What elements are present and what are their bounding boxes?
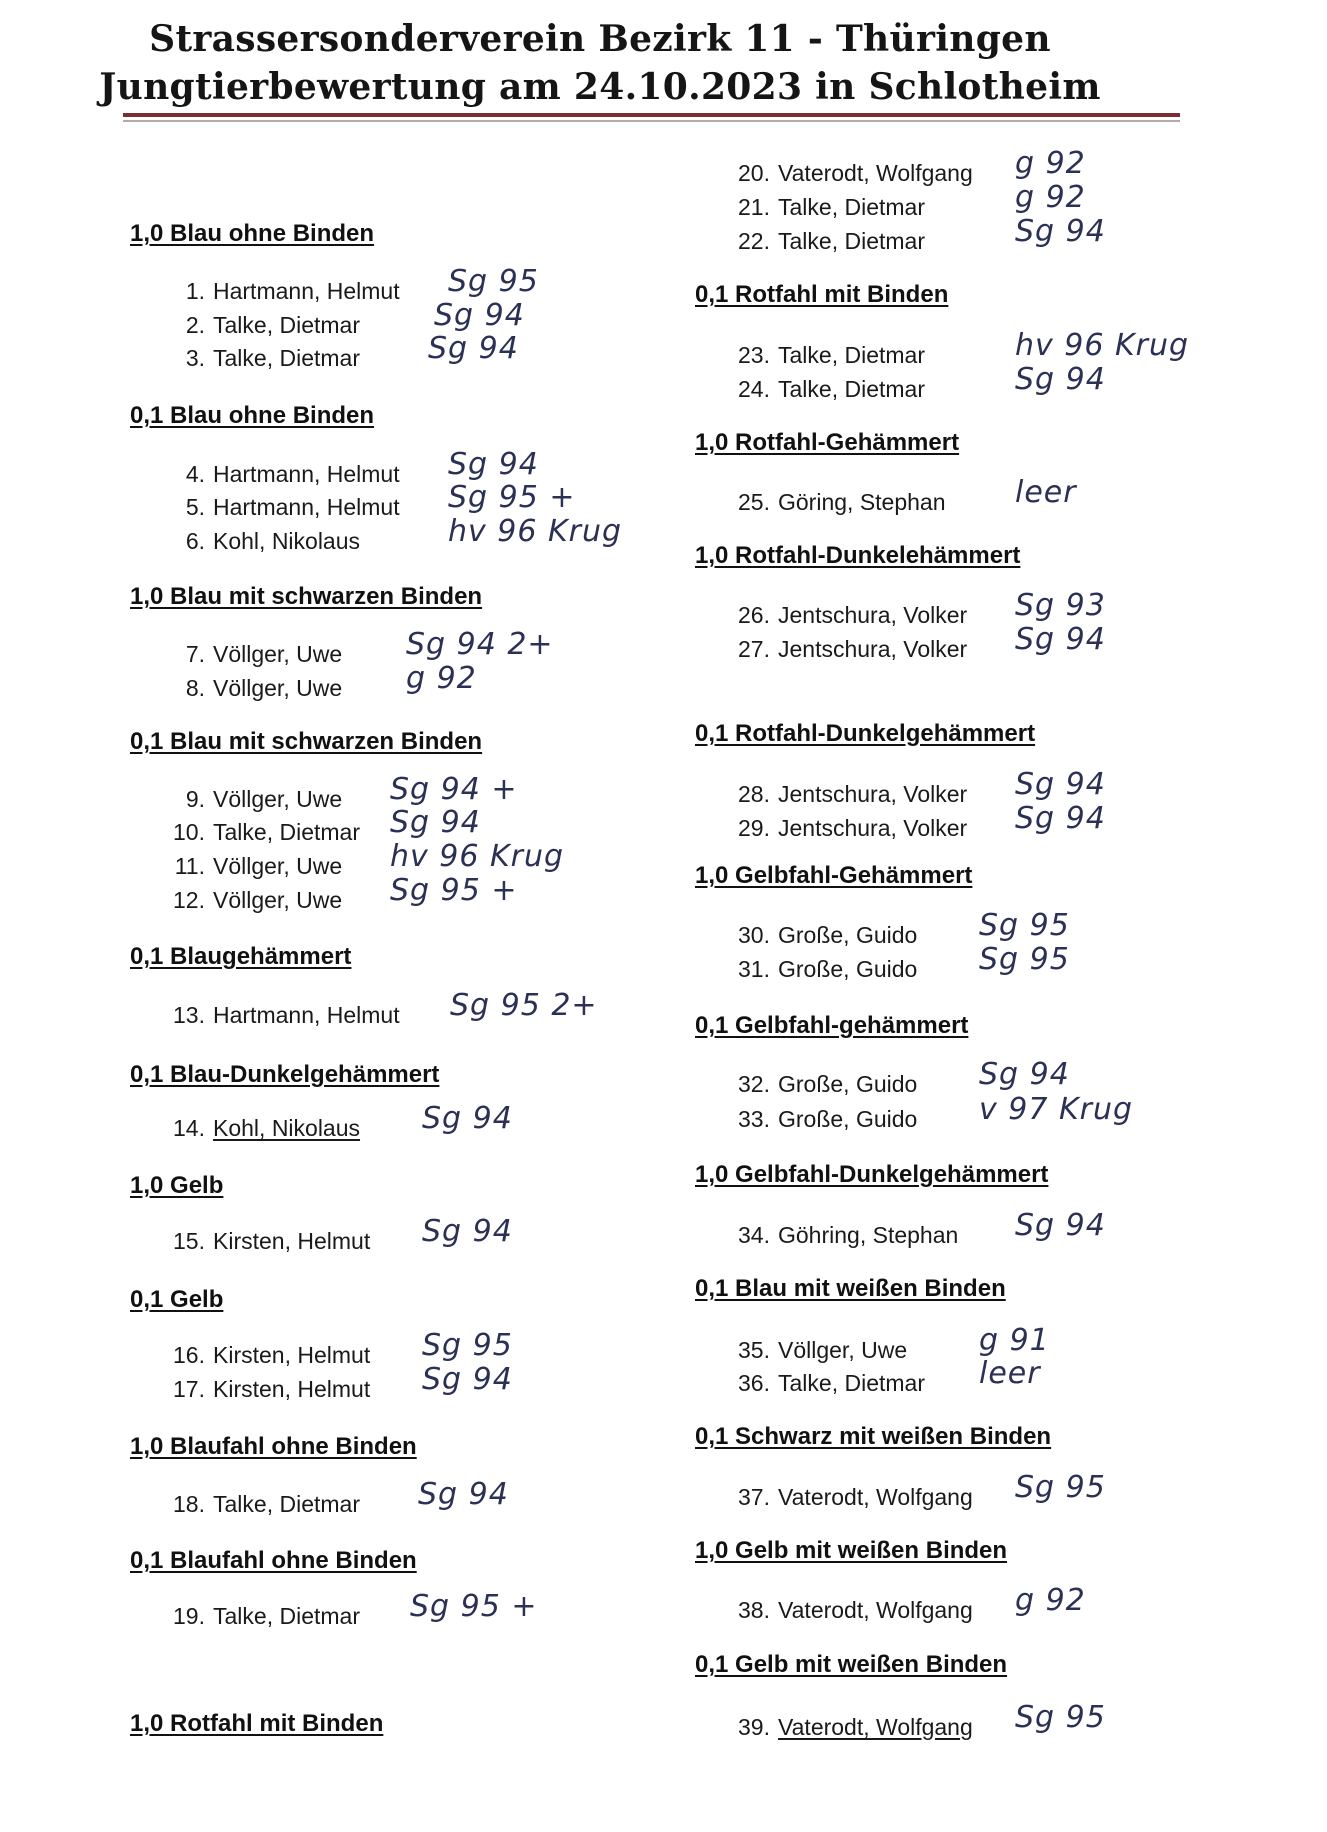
section-heading-0-1-blau-mit-schwarzen-binden: 0,1 Blau mit schwarzen Binden — [130, 728, 483, 755]
list-item — [730, 1370, 925, 1397]
handwritten-rating: g 92 — [406, 661, 477, 696]
handwritten-rating: Sg 95 — [448, 264, 539, 299]
title-divider-shadow — [123, 120, 1180, 122]
section-heading-0-1-blaufahl-ohne-binden: 0,1 Blaufahl ohne Binden — [130, 1547, 417, 1574]
list-item — [165, 1376, 370, 1403]
list-item — [165, 1342, 370, 1369]
breeder-name: Talke, Dietmar — [778, 1370, 925, 1396]
section-heading-1-0-rotfahl-dunkelehaemmert: 1,0 Rotfahl-Dunkelehämmert — [695, 542, 1021, 569]
handwritten-rating: Sg 94 — [1015, 214, 1106, 249]
breeder-name: Talke, Dietmar — [213, 312, 360, 338]
handwritten-rating: leer — [1015, 475, 1077, 510]
list-item — [730, 160, 973, 187]
breeder-name: Große, Guido — [778, 1106, 918, 1132]
entry-number: 7. — [185, 641, 205, 667]
entry-number: 13. — [173, 1002, 205, 1028]
entry-number: 23. — [738, 342, 770, 368]
breeder-name: Jentschura, Volker — [778, 815, 968, 841]
section-heading-0-1-blau-dunkelgehaemmert: 0,1 Blau-Dunkelgehämmert — [130, 1061, 440, 1088]
list-item — [730, 194, 925, 221]
breeder-name: Talke, Dietmar — [213, 819, 360, 845]
entry-number: 36. — [738, 1370, 770, 1396]
handwritten-rating: g 91 — [979, 1323, 1050, 1358]
handwritten-rating: hv 96 Krug — [390, 839, 565, 874]
breeder-name: Göhring, Stephan — [778, 1222, 959, 1248]
handwritten-rating: Sg 93 — [1015, 588, 1106, 623]
handwritten-rating: Sg 94 — [418, 1477, 509, 1512]
entry-number: 29. — [738, 815, 770, 841]
section-heading-0-1-schwarz-mit-weissen-binden: 0,1 Schwarz mit weißen Binden — [695, 1423, 1052, 1450]
list-item — [165, 494, 400, 521]
breeder-name: Vaterodt, Wolfgang — [778, 1714, 973, 1740]
breeder-name: Völlger, Uwe — [213, 641, 343, 667]
breeder-name: Hartmann, Helmut — [213, 1002, 400, 1028]
list-item — [165, 461, 400, 488]
breeder-name: Vaterodt, Wolfgang — [778, 160, 973, 186]
list-item — [165, 312, 360, 339]
list-item — [165, 853, 342, 880]
handwritten-rating: Sg 94 2+ — [406, 627, 554, 662]
breeder-name: Jentschura, Volker — [778, 602, 968, 628]
entry-number: 25. — [738, 489, 770, 515]
breeder-name: Große, Guido — [778, 922, 918, 948]
section-heading-1-0-blaufahl-ohne-binden: 1,0 Blaufahl ohne Binden — [130, 1433, 417, 1460]
breeder-name: Völlger, Uwe — [213, 887, 343, 913]
list-item — [730, 342, 925, 369]
handwritten-rating: Sg 95 + — [410, 1589, 538, 1624]
entry-number: 17. — [173, 1376, 205, 1402]
handwritten-rating: hv 96 Krug — [1015, 328, 1190, 363]
entry-number: 20. — [738, 160, 770, 186]
list-item — [730, 922, 917, 949]
breeder-name: Talke, Dietmar — [778, 342, 925, 368]
entry-number: 1. — [185, 278, 205, 304]
handwritten-rating: Sg 94 — [422, 1362, 513, 1397]
entry-number: 14. — [173, 1115, 205, 1141]
list-item — [730, 376, 925, 403]
handwritten-rating: Sg 94 — [979, 1057, 1070, 1092]
list-item — [165, 1603, 360, 1630]
handwritten-rating: Sg 94 — [434, 298, 525, 333]
entry-number: 4. — [185, 461, 205, 487]
entry-number: 21. — [738, 194, 770, 220]
breeder-name: Vaterodt, Wolfgang — [778, 1597, 973, 1623]
handwritten-rating: g 92 — [1015, 146, 1086, 181]
handwritten-rating: Sg 94 — [422, 1214, 513, 1249]
section-heading-0-1-gelb: 0,1 Gelb — [130, 1286, 224, 1313]
entry-number: 24. — [738, 376, 770, 402]
entry-number: 10. — [173, 819, 205, 845]
entry-number: 33. — [738, 1106, 770, 1132]
breeder-name: Kirsten, Helmut — [213, 1228, 371, 1254]
breeder-name: Kirsten, Helmut — [213, 1376, 371, 1402]
list-item — [730, 636, 967, 663]
section-heading-1-0-gelb: 1,0 Gelb — [130, 1172, 224, 1199]
list-item — [730, 815, 967, 842]
handwritten-rating: Sg 94 — [1015, 622, 1106, 657]
entry-number: 16. — [173, 1342, 205, 1368]
handwritten-rating: Sg 94 — [1015, 362, 1106, 397]
breeder-name: Talke, Dietmar — [778, 194, 925, 220]
entry-number: 9. — [185, 786, 205, 812]
breeder-name: Talke, Dietmar — [778, 376, 925, 402]
list-item — [165, 1115, 360, 1142]
section-heading-0-1-gelbfahl-gehaemmert: 0,1 Gelbfahl-gehämmert — [695, 1012, 969, 1039]
section-heading-0-1-blaugehaemmert: 0,1 Blaugehämmert — [130, 943, 352, 970]
list-item — [730, 1071, 917, 1098]
breeder-name: Kohl, Nikolaus — [213, 1115, 361, 1141]
section-heading-1-0-blau-ohne-binden: 1,0 Blau ohne Binden — [130, 220, 375, 247]
breeder-name: Talke, Dietmar — [213, 1491, 360, 1517]
handwritten-rating: Sg 95 — [1015, 1470, 1106, 1505]
entry-number: 26. — [738, 602, 770, 628]
breeder-name: Jentschura, Volker — [778, 636, 968, 662]
entry-number: 22. — [738, 228, 770, 254]
handwritten-rating: Sg 95 + — [390, 873, 518, 908]
section-heading-1-0-blau-mit-schwarzen-binden: 1,0 Blau mit schwarzen Binden — [130, 583, 483, 610]
handwritten-rating: v 97 Krug — [979, 1092, 1134, 1127]
list-item — [165, 675, 342, 702]
section-heading-1-0-gelbfahl-dunkelgehaemmert: 1,0 Gelbfahl-Dunkelgehämmert — [695, 1161, 1049, 1188]
section-heading-0-1-rotfahl-mit-binden: 0,1 Rotfahl mit Binden — [695, 281, 949, 308]
entry-number: 2. — [185, 312, 205, 338]
handwritten-rating: Sg 94 — [448, 447, 539, 482]
list-item — [165, 1491, 360, 1518]
list-item — [730, 956, 917, 983]
handwritten-rating: leer — [979, 1356, 1041, 1391]
breeder-name: Völlger, Uwe — [778, 1337, 908, 1363]
handwritten-rating: Sg 95 — [979, 908, 1070, 943]
breeder-name: Talke, Dietmar — [213, 1603, 360, 1629]
breeder-name: Kirsten, Helmut — [213, 1342, 371, 1368]
breeder-name: Hartmann, Helmut — [213, 461, 400, 487]
entry-number: 5. — [185, 494, 205, 520]
section-heading-0-1-blau-mit-weissen-binden: 0,1 Blau mit weißen Binden — [695, 1275, 1006, 1302]
handwritten-rating: Sg 95 + — [448, 480, 576, 515]
entry-number: 12. — [173, 887, 205, 913]
breeder-name: Jentschura, Volker — [778, 781, 968, 807]
section-heading-0-1-blau-ohne-binden: 0,1 Blau ohne Binden — [130, 402, 375, 429]
breeder-name: Hartmann, Helmut — [213, 278, 400, 304]
entry-number: 30. — [738, 922, 770, 948]
breeder-name: Völlger, Uwe — [213, 853, 343, 879]
section-heading-1-0-gelbfahl-gehaemmert: 1,0 Gelbfahl-Gehämmert — [695, 862, 973, 889]
entry-number: 39. — [738, 1714, 770, 1740]
entry-number: 18. — [173, 1491, 205, 1517]
handwritten-rating: Sg 94 — [1015, 767, 1106, 802]
list-item — [730, 781, 967, 808]
handwritten-rating: g 92 — [1015, 1583, 1086, 1618]
handwritten-rating: Sg 95 2+ — [450, 988, 598, 1023]
entry-number: 27. — [738, 636, 770, 662]
section-heading-1-0-gelb-mit-weissen-binden: 1,0 Gelb mit weißen Binden — [695, 1537, 1008, 1564]
list-item — [165, 641, 342, 668]
list-item — [165, 345, 360, 372]
list-item — [730, 1597, 973, 1624]
breeder-name: Talke, Dietmar — [213, 345, 360, 371]
document-title: Strassersonderverein Bezirk 11 - Thüringen — [149, 18, 1051, 60]
list-item — [730, 1337, 907, 1364]
handwritten-rating: Sg 95 — [979, 942, 1070, 977]
list-item — [165, 1228, 370, 1255]
handwritten-rating: Sg 94 — [1015, 801, 1106, 836]
handwritten-rating: g 92 — [1015, 180, 1086, 215]
entry-number: 28. — [738, 781, 770, 807]
breeder-name: Göring, Stephan — [778, 489, 946, 515]
entry-number: 31. — [738, 956, 770, 982]
handwritten-rating: Sg 94 + — [390, 772, 518, 807]
entry-number: 37. — [738, 1484, 770, 1510]
entry-number: 34. — [738, 1222, 770, 1248]
handwritten-rating: Sg 95 — [1015, 1700, 1106, 1735]
entry-number: 38. — [738, 1597, 770, 1623]
list-item — [730, 602, 967, 629]
list-item — [730, 1484, 973, 1511]
list-item — [165, 819, 360, 846]
breeder-name: Völlger, Uwe — [213, 786, 343, 812]
entry-number: 6. — [185, 528, 205, 554]
list-item — [165, 786, 342, 813]
handwritten-rating: Sg 95 — [422, 1328, 513, 1363]
handwritten-rating: Sg 94 — [1015, 1208, 1106, 1243]
list-item — [730, 489, 946, 516]
section-heading-0-1-gelb-mit-weissen-binden: 0,1 Gelb mit weißen Binden — [695, 1651, 1008, 1678]
entry-number: 15. — [173, 1228, 205, 1254]
breeder-name: Vaterodt, Wolfgang — [778, 1484, 973, 1510]
breeder-name: Kohl, Nikolaus — [213, 528, 361, 554]
handwritten-rating: Sg 94 — [422, 1101, 513, 1136]
handwritten-rating: Sg 94 — [390, 805, 481, 840]
list-item — [165, 278, 400, 305]
breeder-name: Völlger, Uwe — [213, 675, 343, 701]
entry-number: 35. — [738, 1337, 770, 1363]
entry-number: 8. — [185, 675, 205, 701]
entry-number: 3. — [185, 345, 205, 371]
title-divider — [123, 113, 1180, 117]
breeder-name: Hartmann, Helmut — [213, 494, 400, 520]
section-heading-1-0-rotfahl-gehaemmert: 1,0 Rotfahl-Gehämmert — [695, 429, 960, 456]
section-heading-1-0-rotfahl-mit-binden: 1,0 Rotfahl mit Binden — [130, 1710, 384, 1737]
list-item — [730, 1714, 973, 1741]
list-item — [730, 228, 925, 255]
entry-number: 11. — [174, 853, 205, 879]
breeder-name: Große, Guido — [778, 956, 918, 982]
handwritten-rating: hv 96 Krug — [448, 514, 623, 549]
list-item — [165, 528, 360, 555]
list-item — [165, 887, 342, 914]
breeder-name: Große, Guido — [778, 1071, 918, 1097]
entry-number: 32. — [738, 1071, 770, 1097]
breeder-name: Talke, Dietmar — [778, 228, 925, 254]
document-subtitle: Jungtierbewertung am 24.10.2023 in Schlotheim — [99, 66, 1101, 108]
handwritten-rating: Sg 94 — [428, 331, 519, 366]
list-item — [730, 1106, 917, 1133]
entry-number: 19. — [173, 1603, 205, 1629]
section-heading-0-1-rotfahl-dunkelgehaemmert: 0,1 Rotfahl-Dunkelgehämmert — [695, 720, 1036, 747]
list-item — [730, 1222, 958, 1249]
list-item — [165, 1002, 400, 1029]
